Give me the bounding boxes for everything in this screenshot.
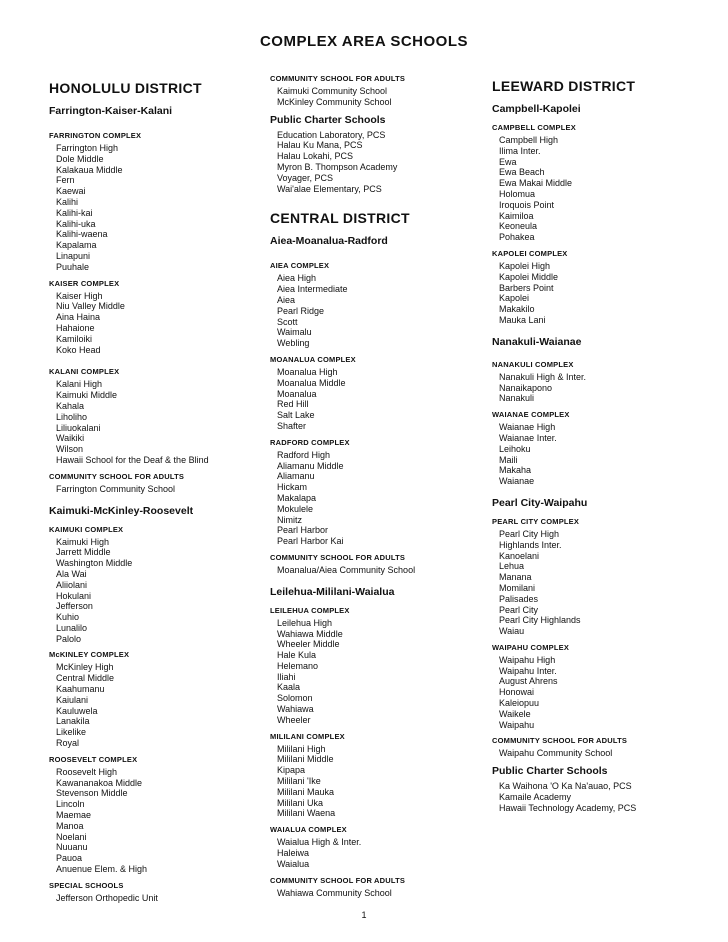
- school-item: Highlands Inter.: [499, 539, 562, 550]
- school-item: Kanoelani: [499, 550, 540, 561]
- school-item: Manoa: [56, 820, 84, 831]
- charter-heading: Public Charter Schools: [270, 113, 386, 126]
- school-item: Kamiloiki: [56, 333, 93, 344]
- column-leeward: [492, 74, 707, 820]
- complex-area-heading: Pearl City-Waipahu: [492, 496, 588, 509]
- school-item: Aina Haina: [56, 312, 101, 323]
- complex-area-heading: Aiea-Moanalua-Radford: [270, 235, 388, 248]
- school-list: [492, 529, 707, 637]
- school-list: [49, 767, 264, 875]
- school-item: Kaimuki Community School: [277, 86, 388, 96]
- school-item: Waikele: [499, 708, 531, 719]
- complex-heading: WAIALUA COMPLEX: [270, 825, 347, 835]
- school-item: Waiau: [499, 626, 525, 637]
- complex-heading: RADFORD COMPLEX: [270, 437, 350, 447]
- complex-area-heading: Farrington-Kaiser-Kalani: [49, 105, 173, 117]
- school-item: Pearl Harbor Kai: [277, 536, 344, 547]
- complex-heading: MOANALUA COMPLEX: [270, 354, 356, 364]
- school-item: Leihoku: [499, 443, 531, 454]
- school-item: Moanalua Middle: [277, 377, 346, 388]
- school-item: Farrington Community School: [56, 483, 176, 494]
- school-item: Mililani Middle: [277, 754, 334, 765]
- school-item: Waianae Inter.: [499, 432, 557, 443]
- school-item: Pohakea: [499, 232, 535, 243]
- school-item: Royal: [56, 738, 80, 749]
- school-list: [49, 143, 264, 273]
- school-item: Linapuni: [56, 250, 91, 261]
- school-item: Moanalua: [277, 388, 317, 399]
- school-item: Iliahi: [277, 671, 296, 682]
- school-item: Salt Lake: [277, 410, 315, 421]
- school-item: Mililani Waena: [277, 808, 336, 819]
- school-item: Shafter: [277, 420, 307, 431]
- school-item: Red Hill: [277, 399, 309, 410]
- school-list: [49, 537, 264, 645]
- district-heading: CENTRAL DISTRICT: [270, 210, 410, 227]
- school-item: Hale Kula: [277, 650, 317, 661]
- school-item: Lehua: [499, 561, 525, 572]
- school-list: [49, 484, 264, 495]
- school-item: Waianae High: [499, 422, 556, 433]
- school-item: Palisades: [499, 593, 539, 604]
- school-item: Pearl City Highlands: [499, 615, 581, 626]
- school-item: Lanakila: [56, 716, 90, 727]
- school-item: Pearl Harbor: [277, 525, 329, 536]
- school-item: Halau Lokahi, PCS: [277, 151, 354, 162]
- school-item: Radford High: [277, 449, 331, 460]
- school-item: Hokulani: [56, 590, 92, 601]
- school-item: Kaiulani: [56, 694, 89, 705]
- complex-heading: KAISER COMPLEX: [49, 278, 120, 288]
- school-item: Mililani Mauka: [277, 786, 335, 797]
- complex-heading: SPECIAL SCHOOLS: [49, 880, 124, 890]
- school-item: Kaimuki High: [56, 536, 110, 547]
- complex-heading: CAMPBELL COMPLEX: [492, 123, 576, 132]
- school-item: Nanakuli High & Inter.: [499, 371, 587, 382]
- page-number: 1: [361, 910, 367, 920]
- school-item: Kalihi-uka: [56, 218, 96, 229]
- school-list: [270, 367, 485, 432]
- school-item: Kalihi: [56, 196, 79, 207]
- school-item: Nanaikapono: [499, 382, 553, 393]
- complex-heading: AIEA COMPLEX: [270, 261, 330, 271]
- school-item: Kalakaua Middle: [56, 164, 123, 175]
- school-item: Keoneula: [499, 221, 538, 232]
- school-item: Nimitz: [277, 514, 302, 525]
- complex-heading: KALANI COMPLEX: [49, 367, 120, 377]
- school-item: Wai'alae Elementary, PCS: [277, 183, 382, 194]
- school-list: [270, 86, 485, 108]
- school-item: Ewa: [499, 156, 517, 167]
- school-item: Kapalama: [56, 240, 97, 251]
- school-item: Anuenue Elem. & High: [56, 864, 148, 875]
- school-item: Wheeler: [277, 714, 311, 725]
- school-item: Makalapa: [277, 492, 317, 503]
- school-item: Leilehua High: [277, 617, 333, 628]
- school-item: Roosevelt High: [56, 766, 118, 777]
- complex-heading: WAIANAE COMPLEX: [492, 410, 570, 420]
- school-item: McKinley Community School: [277, 96, 392, 107]
- school-item: Kamaile Academy: [499, 792, 572, 803]
- school-list: [49, 662, 264, 748]
- school-item: Makakilo: [499, 304, 535, 315]
- complex-heading: COMMUNITY SCHOOL FOR ADULTS: [492, 736, 628, 746]
- school-item: Waianae: [499, 476, 535, 487]
- school-item: Honowai: [499, 687, 535, 698]
- school-item: Wahiawa Community School: [277, 887, 392, 898]
- school-list: [270, 837, 485, 869]
- school-item: Haleiwa: [277, 848, 310, 859]
- school-item: Stevenson Middle: [56, 788, 128, 799]
- school-list: [492, 748, 707, 759]
- school-item: Pauoa: [56, 853, 83, 864]
- school-item: Fern: [56, 175, 75, 186]
- school-item: Waipahu Community School: [499, 748, 613, 759]
- school-item: McKinley High: [56, 662, 114, 673]
- complex-heading: COMMUNITY SCHOOL FOR ADULTS: [49, 471, 185, 481]
- school-item: Iroquois Point: [499, 199, 555, 210]
- school-item: Kaahumanu: [56, 684, 105, 695]
- complex-area-heading: Campbell-Kapolei: [492, 103, 581, 115]
- school-item: Kaleiopuu: [499, 698, 540, 709]
- school-item: Kaimiloa: [499, 210, 534, 221]
- school-item: Ka Waihona 'O Ka Na'auao, PCS: [499, 781, 632, 792]
- school-item: Niu Valley Middle: [56, 301, 125, 312]
- school-item: Hickam: [277, 482, 308, 493]
- complex-heading: MILILANI COMPLEX: [270, 731, 345, 741]
- school-item: Kaimuki Middle: [56, 390, 118, 401]
- school-item: Ewa Makai Middle: [499, 178, 573, 189]
- school-item: Palolo: [56, 633, 82, 644]
- school-item: Waikiki: [56, 433, 85, 444]
- column-honolulu: [49, 74, 264, 910]
- school-list: [270, 450, 485, 547]
- school-list: [492, 422, 707, 487]
- school-item: Kaala: [277, 682, 301, 693]
- school-item: Farrington High: [56, 143, 119, 153]
- school-list: [270, 565, 485, 576]
- district-heading: HONOLULU DISTRICT: [49, 80, 202, 96]
- school-item: Halau Ku Mana, PCS: [277, 140, 363, 151]
- complex-heading: COMMUNITY SCHOOL FOR ADULTS: [270, 74, 406, 83]
- complex-heading: COMMUNITY SCHOOL FOR ADULTS: [270, 552, 406, 562]
- school-item: Aiea Intermediate: [277, 284, 348, 295]
- complex-heading: McKINLEY COMPLEX: [49, 650, 130, 660]
- school-item: Wheeler Middle: [277, 639, 340, 650]
- school-item: Waimalu: [277, 327, 312, 338]
- school-item: Jarrett Middle: [56, 547, 111, 558]
- school-item: Scott: [277, 316, 298, 327]
- school-item: Wahiawa: [277, 704, 314, 715]
- school-list: [270, 618, 485, 726]
- school-item: Pearl Ridge: [277, 305, 325, 316]
- complex-heading: KAPOLEI COMPLEX: [492, 248, 568, 258]
- complex-area-heading: Kaimuki-McKinley-Roosevelt: [49, 504, 194, 517]
- school-list: [492, 135, 707, 243]
- school-item: Kipapa: [277, 765, 306, 776]
- complex-heading: NANAKULI COMPLEX: [492, 359, 574, 369]
- column-central: [270, 74, 485, 904]
- school-item: Kapolei: [499, 293, 530, 304]
- district-heading: LEEWARD DISTRICT: [492, 78, 636, 94]
- school-item: Maili: [499, 454, 518, 465]
- school-item: Webling: [277, 338, 310, 349]
- school-item: Ewa Beach: [499, 167, 545, 178]
- school-list: [492, 655, 707, 731]
- school-list: [49, 893, 264, 904]
- school-item: Aiea High: [277, 273, 317, 284]
- school-item: Myron B. Thompson Academy: [277, 161, 398, 172]
- school-item: Likelike: [56, 727, 87, 738]
- school-item: Noelani: [56, 831, 87, 842]
- school-item: Momilani: [499, 582, 536, 593]
- school-item: Central Middle: [56, 673, 115, 684]
- school-list: [492, 372, 707, 404]
- school-item: Pearl City: [499, 604, 539, 615]
- school-item: Mililani Uka: [277, 797, 324, 808]
- school-item: Education Laboratory, PCS: [277, 129, 386, 140]
- school-item: Moanalua/Aiea Community School: [277, 564, 416, 575]
- school-item: Maemae: [56, 810, 92, 821]
- school-item: Ilima Inter.: [499, 145, 541, 156]
- school-item: Aiea: [277, 294, 296, 305]
- school-item: Pearl City High: [499, 528, 560, 539]
- school-item: Makaha: [499, 465, 532, 476]
- school-item: Kuhio: [56, 612, 80, 623]
- complex-heading: FARRINGTON COMPLEX: [49, 131, 142, 140]
- school-list: [49, 379, 264, 465]
- school-list: [492, 781, 707, 813]
- school-item: Kalihi-kai: [56, 207, 93, 218]
- complex-heading: ROOSEVELT COMPLEX: [49, 754, 138, 764]
- school-item: Kapolei Middle: [499, 271, 559, 282]
- school-item: Kauluwela: [56, 705, 98, 716]
- complex-area-heading: Leilehua-Mililani-Waialua: [270, 585, 395, 598]
- school-item: Waipahu Inter.: [499, 665, 557, 676]
- complex-heading: WAIPAHU COMPLEX: [492, 642, 570, 652]
- school-item: Holomua: [499, 188, 536, 199]
- school-list: [270, 273, 485, 349]
- school-item: Kalihi-waena: [56, 229, 108, 240]
- school-item: Nanakuli: [499, 393, 535, 404]
- school-item: Mokulele: [277, 503, 314, 514]
- school-item: Moanalua High: [277, 366, 338, 377]
- school-item: Kaiser High: [56, 290, 103, 301]
- school-item: Helemano: [277, 660, 319, 671]
- school-item: Aliiolani: [56, 579, 88, 590]
- school-item: Waipahu: [499, 719, 535, 730]
- school-list: [270, 744, 485, 820]
- school-item: Barbers Point: [499, 282, 554, 293]
- school-item: Washington Middle: [56, 558, 133, 569]
- school-item: Kalani High: [56, 379, 103, 390]
- school-item: Kahala: [56, 400, 85, 411]
- school-item: Ala Wai: [56, 568, 87, 579]
- school-item: Solomon: [277, 693, 313, 704]
- school-item: Kawananakoa Middle: [56, 777, 143, 788]
- complex-heading: LEILEHUA COMPLEX: [270, 605, 350, 615]
- school-item: Puuhale: [56, 261, 90, 272]
- school-item: Jefferson: [56, 601, 93, 612]
- complex-heading: KAIMUKI COMPLEX: [49, 524, 124, 534]
- school-item: Nuuanu: [56, 842, 88, 853]
- school-item: Koko Head: [56, 344, 101, 355]
- school-item: Aliamanu Middle: [277, 460, 344, 471]
- school-item: Dole Middle: [56, 153, 104, 164]
- school-item: Mililani High: [277, 743, 326, 754]
- complex-area-heading: Nanakuli-Waianae: [492, 335, 582, 348]
- school-item: Waialua: [277, 858, 310, 869]
- school-item: Hahaione: [56, 322, 95, 333]
- school-item: Waipahu High: [499, 654, 556, 665]
- school-item: August Ahrens: [499, 676, 558, 687]
- school-list: [49, 291, 264, 356]
- complex-heading: PEARL CITY COMPLEX: [492, 516, 580, 526]
- charter-heading: Public Charter Schools: [492, 765, 608, 778]
- school-item: Lunalilo: [56, 622, 88, 633]
- page-title: COMPLEX AREA SCHOOLS: [259, 33, 469, 50]
- school-item: Jefferson Orthopedic Unit: [56, 892, 158, 903]
- school-list: [270, 888, 485, 899]
- school-item: Wilson: [56, 444, 84, 455]
- school-item: Kapolei High: [499, 260, 551, 271]
- school-item: Manana: [499, 572, 532, 583]
- school-item: Aliamanu: [277, 471, 315, 482]
- school-list: [492, 261, 707, 326]
- school-item: Kaewai: [56, 186, 86, 197]
- school-list: [270, 130, 485, 195]
- school-item: Campbell High: [499, 135, 559, 145]
- school-item: Waialua High & Inter.: [277, 837, 362, 848]
- school-item: Lincoln: [56, 799, 85, 810]
- school-item: Hawaii Technology Academy, PCS: [499, 802, 637, 813]
- school-item: Liholiho: [56, 411, 88, 422]
- school-item: Mililani 'Ike: [277, 776, 321, 787]
- school-item: Mauka Lani: [499, 314, 546, 325]
- school-item: Liliuokalani: [56, 422, 101, 433]
- school-item: Voyager, PCS: [277, 172, 334, 183]
- school-item: Wahiawa Middle: [277, 628, 343, 639]
- complex-heading: COMMUNITY SCHOOL FOR ADULTS: [270, 875, 406, 885]
- school-item: Hawaii School for the Deaf & the Blind: [56, 454, 209, 465]
